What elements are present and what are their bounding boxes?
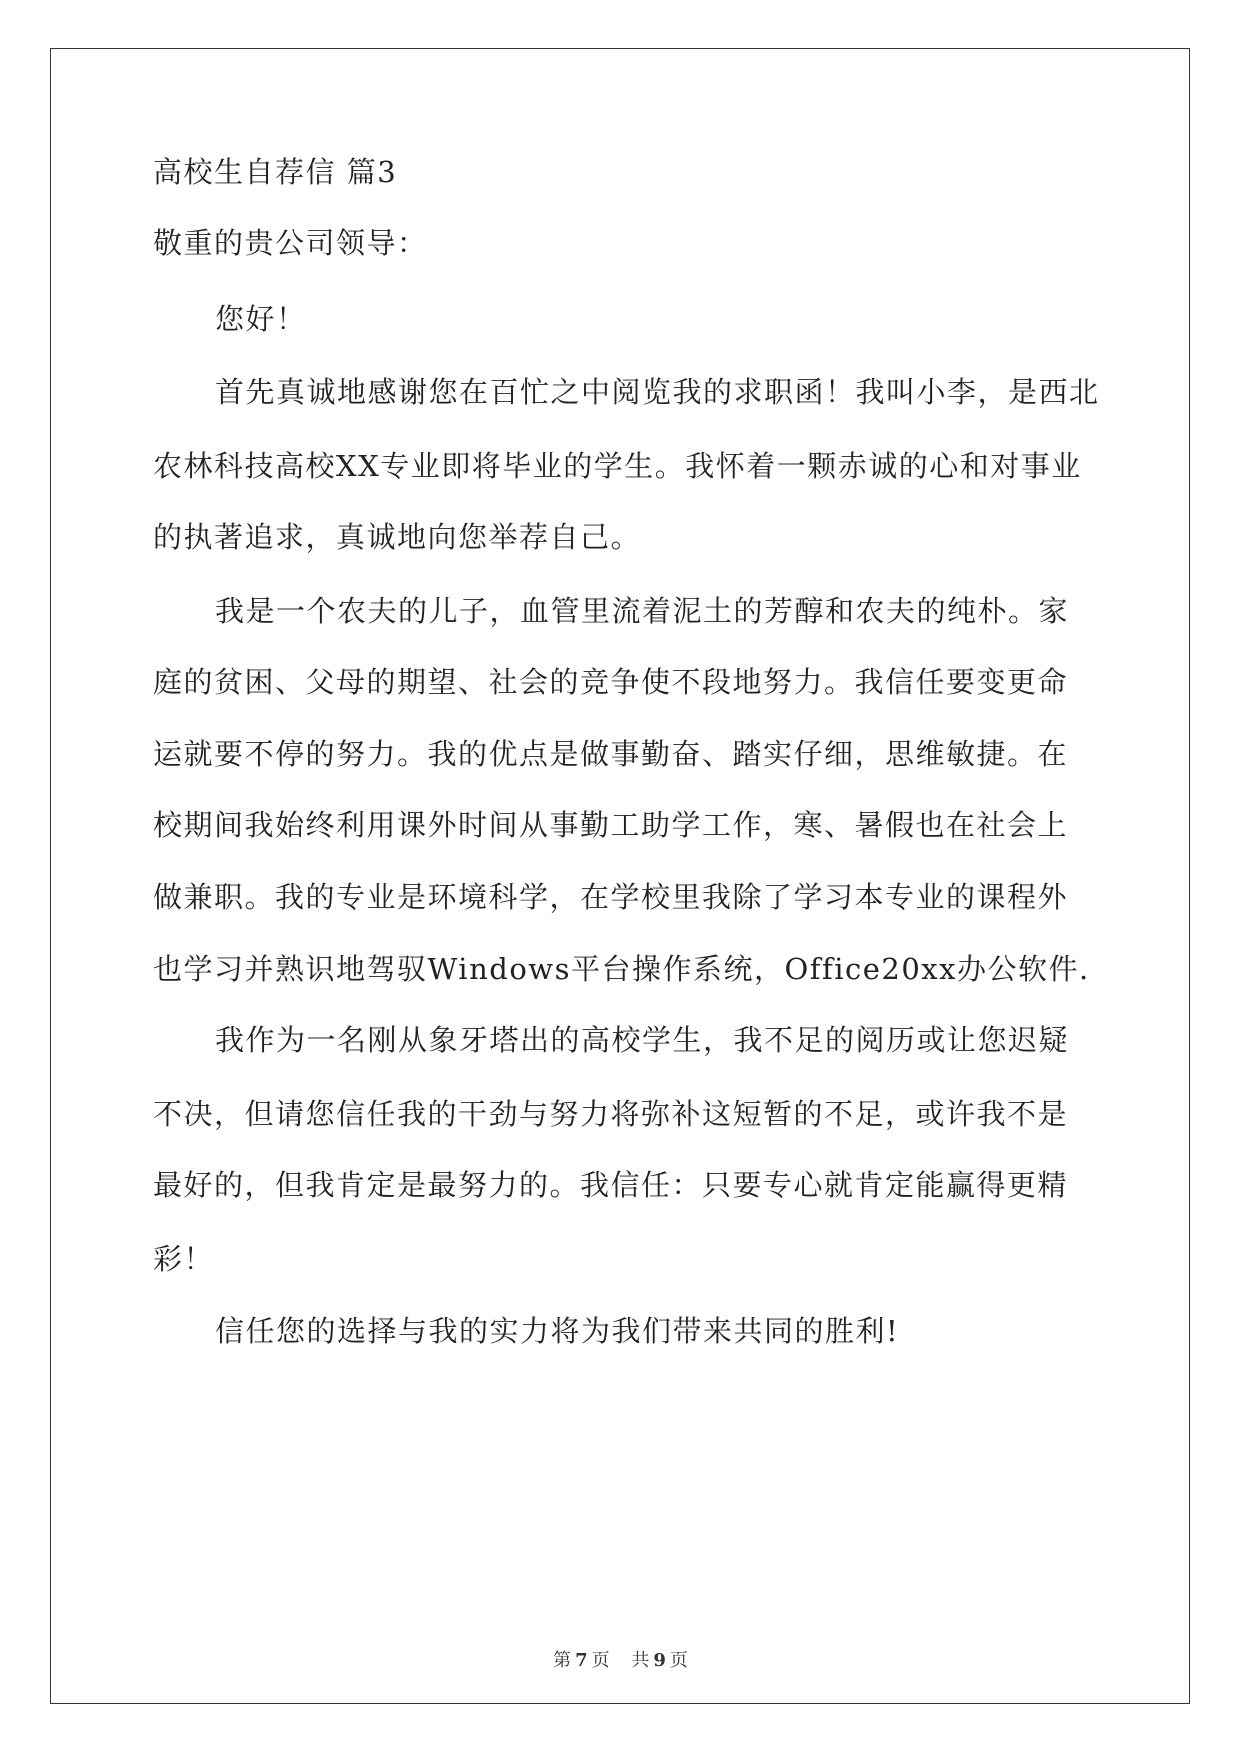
paragraph-line: 首先真诚地感谢您在百忙之中阅览我的求职函！我叫小李，是西北 xyxy=(215,375,1100,409)
paragraph-line: 我是一个农夫的儿子，血管里流着泥土的芳醇和农夫的纯朴。家 xyxy=(215,594,1070,628)
paragraph-line: 农林科技高校XX专业即将毕业的学生。我怀着一颗赤诚的心和对事业 xyxy=(153,449,1082,483)
paragraph-line: 不决，但请您信任我的干劲与努力将弥补这短暂的不足，或许我不是 xyxy=(153,1097,1069,1131)
paragraph-line: 最好的，但我肯定是最努力的。我信任：只要专心就肯定能赢得更精 xyxy=(153,1168,1069,1202)
salutation: 敬重的贵公司领导： xyxy=(153,226,428,260)
closing-line: 信任您的选择与我的实力将为我们带来共同的胜利! xyxy=(215,1314,900,1348)
paragraph-line: 庭的贫困、父母的期望、社会的竞争使不段地努力。我信任要变更命 xyxy=(153,665,1069,699)
paragraph-line: 彩！ xyxy=(153,1242,215,1276)
greeting: 您好！ xyxy=(215,302,307,336)
paragraph-line: 做兼职。我的专业是环境科学，在学校里我除了学习本专业的课程外 xyxy=(153,880,1069,914)
page-total: 共 9 页 xyxy=(631,1650,688,1671)
page-footer xyxy=(0,1646,1241,1672)
paragraph-line: 也学习并熟识地驾驭Windows平台操作系统，Office20xx办公软件. xyxy=(153,952,1090,986)
page-number: 第 7 页 xyxy=(553,1650,610,1671)
paragraph-line: 运就要不停的努力。我的优点是做事勤奋、踏实仔细，思维敏捷。在 xyxy=(153,737,1069,771)
paragraph-line: 的执著追求，真诚地向您举荐自己。 xyxy=(153,520,642,554)
paragraph-line: 校期间我始终利用课外时间从事勤工助学工作，寒、暑假也在社会上 xyxy=(153,808,1069,842)
paragraph-line: 我作为一名刚从象牙塔出的高校学生，我不足的阅历或让您迟疑 xyxy=(215,1023,1070,1057)
document-title: 高校生自荐信 篇3 xyxy=(153,155,398,189)
